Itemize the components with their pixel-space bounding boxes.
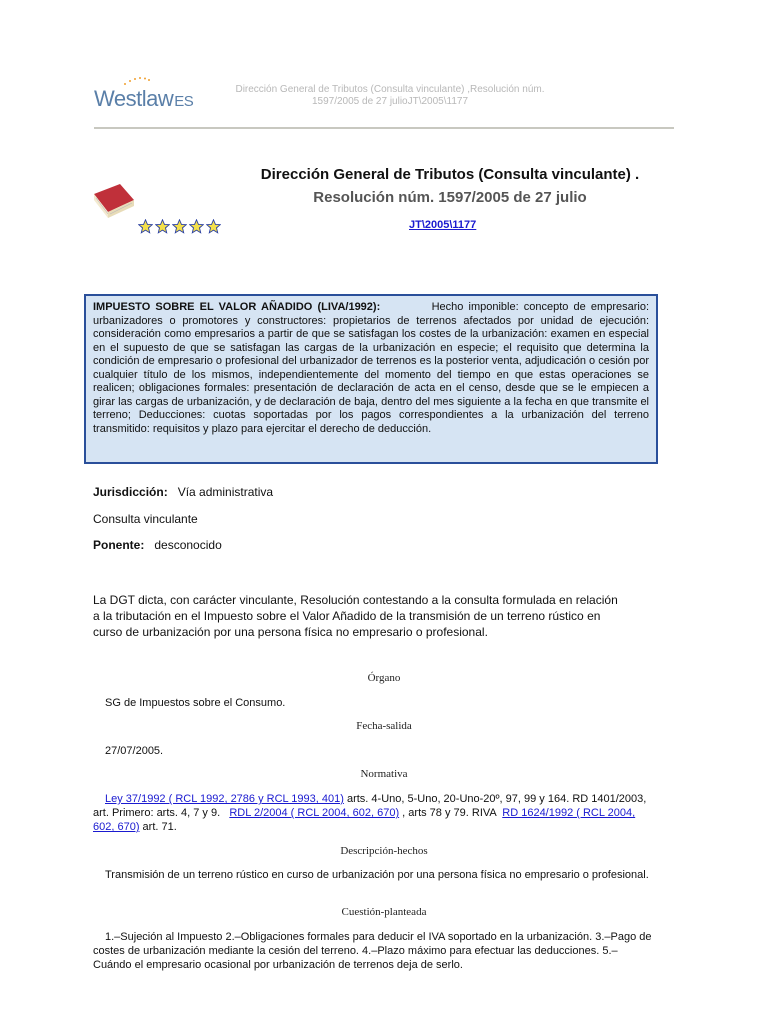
section-title-organo: Órgano (367, 672, 401, 684)
jurisdiccion-row (93, 485, 273, 499)
document-title: Dirección General de Tributos (Consulta vinculante) . (260, 166, 640, 183)
book-icon (90, 180, 138, 220)
summary-heading: IMPUESTO SOBRE EL VALOR AÑADIDO (LIVA/1992): (93, 301, 381, 313)
summary-body: Hecho imponible: concepto de empresario: urbanizadores o promotores y constructores: propietarios de terrenos afectados por unidad de ejecución: consideración como empresarios a partir de que se satisfagan los costes de la urbanización: examen en especial en el supuesto de que se satisfagan las cargas de la urbanización en especie; el requisito que determina la condición de empresario o profesional del urbanizador de terrenos es la posterior venta, adjudicación o cesión por cualquier título de los mismos, independientemente del momento del tiempo en que estas operaciones se realicen; obligaciones formales: presentación de declaración de acta en el censo, desde que se le empiecen a girar las cargas de urbanización, y de declaración de baja, dentro del mes siguiente a la fecha en que transmite el terreno; Deducciones: cuotas soportadas por los pagos correspondientes a la urbanización del terreno transmitido: requisitos y plazo para ejercitar el derecho de deducción. (93, 301, 649, 435)
ponente-row (93, 538, 222, 552)
ponente-label: Ponente: (93, 538, 145, 552)
organo-text: SG de Impuestos sobre el Consumo. (105, 697, 286, 709)
rd-1624-1992-link[interactable]: RD 1624/1992 ( RCL 2004, 602, 670) (93, 807, 636, 833)
ley-37-1992-link[interactable]: Ley 37/1992 ( RCL 1992, 2786 y RCL 1993, 401) (105, 793, 344, 805)
logo-main-text: Westlaw (94, 86, 174, 111)
westlaw-logo (94, 80, 194, 116)
normativa-text (93, 792, 653, 834)
star-icon (189, 219, 204, 234)
normativa-text-2: , arts 78 y 79. RIVA (399, 807, 500, 819)
logo-dots-icon (122, 76, 152, 86)
star-icon (172, 219, 187, 234)
star-icon (155, 219, 170, 234)
tipo-consulta: Consulta vinculante (93, 512, 198, 526)
reference-link[interactable]: JT\2005\1177 (409, 219, 477, 231)
section-title-hechos: Descripción-hechos (340, 845, 428, 857)
section-title-fecha: Fecha-salida (356, 720, 412, 732)
cuestion-text: 1.–Sujeción al Impuesto 2.–Obligaciones formales para deducir el IVA soportado en la urbanización. 3.–Pago de costes de urbanización mediante la cesión del terreno. 4.–Plazo máximo para efectuar las deducciones. 5.–Cuándo el empresario ocasional por urbanización de terrenos deja de serlo. (93, 931, 652, 971)
header-caption (215, 84, 565, 108)
fecha-text: 27/07/2005. (105, 745, 164, 757)
jurisdiccion-value: Vía administrativa (177, 485, 274, 499)
rdl-2-2004-link[interactable]: RDL 2/2004 ( RCL 2004, 602, 670) (229, 807, 400, 819)
rating-stars (138, 219, 221, 237)
star-icon (138, 219, 153, 234)
ponente-value: desconocido (154, 538, 222, 552)
normativa-text-3: art. 71. (139, 821, 177, 833)
hechos-text: Transmisión de un terreno rústico en curso de urbanización por una persona física no empresario o profesional. (105, 869, 649, 881)
document-subtitle: Resolución núm. 1597/2005 de 27 julio (313, 189, 587, 206)
intro-paragraph: La DGT dicta, con carácter vinculante, Resolución contestando a la consulta formulada en relación a la tributación en el Impuesto sobre el Valor Añadido de la transmisión de un terreno rústico en curso de urbanización por una persona física no empresario o profesional. (93, 593, 618, 639)
summary-box (84, 294, 658, 464)
normativa-text-1: arts. 4-Uno, 5-Uno, 20-Uno-20º, 97, 99 y 164. RD 1401/2003, art. Primero: arts. 4, 7 y 9. (93, 793, 647, 819)
jurisdiccion-label: Jurisdicción: (93, 485, 168, 499)
section-title-normativa: Normativa (360, 768, 408, 780)
section-title-cuestion: Cuestión-planteada (341, 906, 427, 918)
header-caption-line2: 1597/2005 de 27 julioJT\2005\1177 (311, 96, 469, 107)
star-icon (206, 219, 221, 234)
logo-suffix-text: ES (174, 93, 194, 110)
header-caption-line1: Dirección General de Tributos (Consulta vinculante) ,Resolución núm. (235, 84, 545, 95)
header-divider (94, 127, 674, 129)
